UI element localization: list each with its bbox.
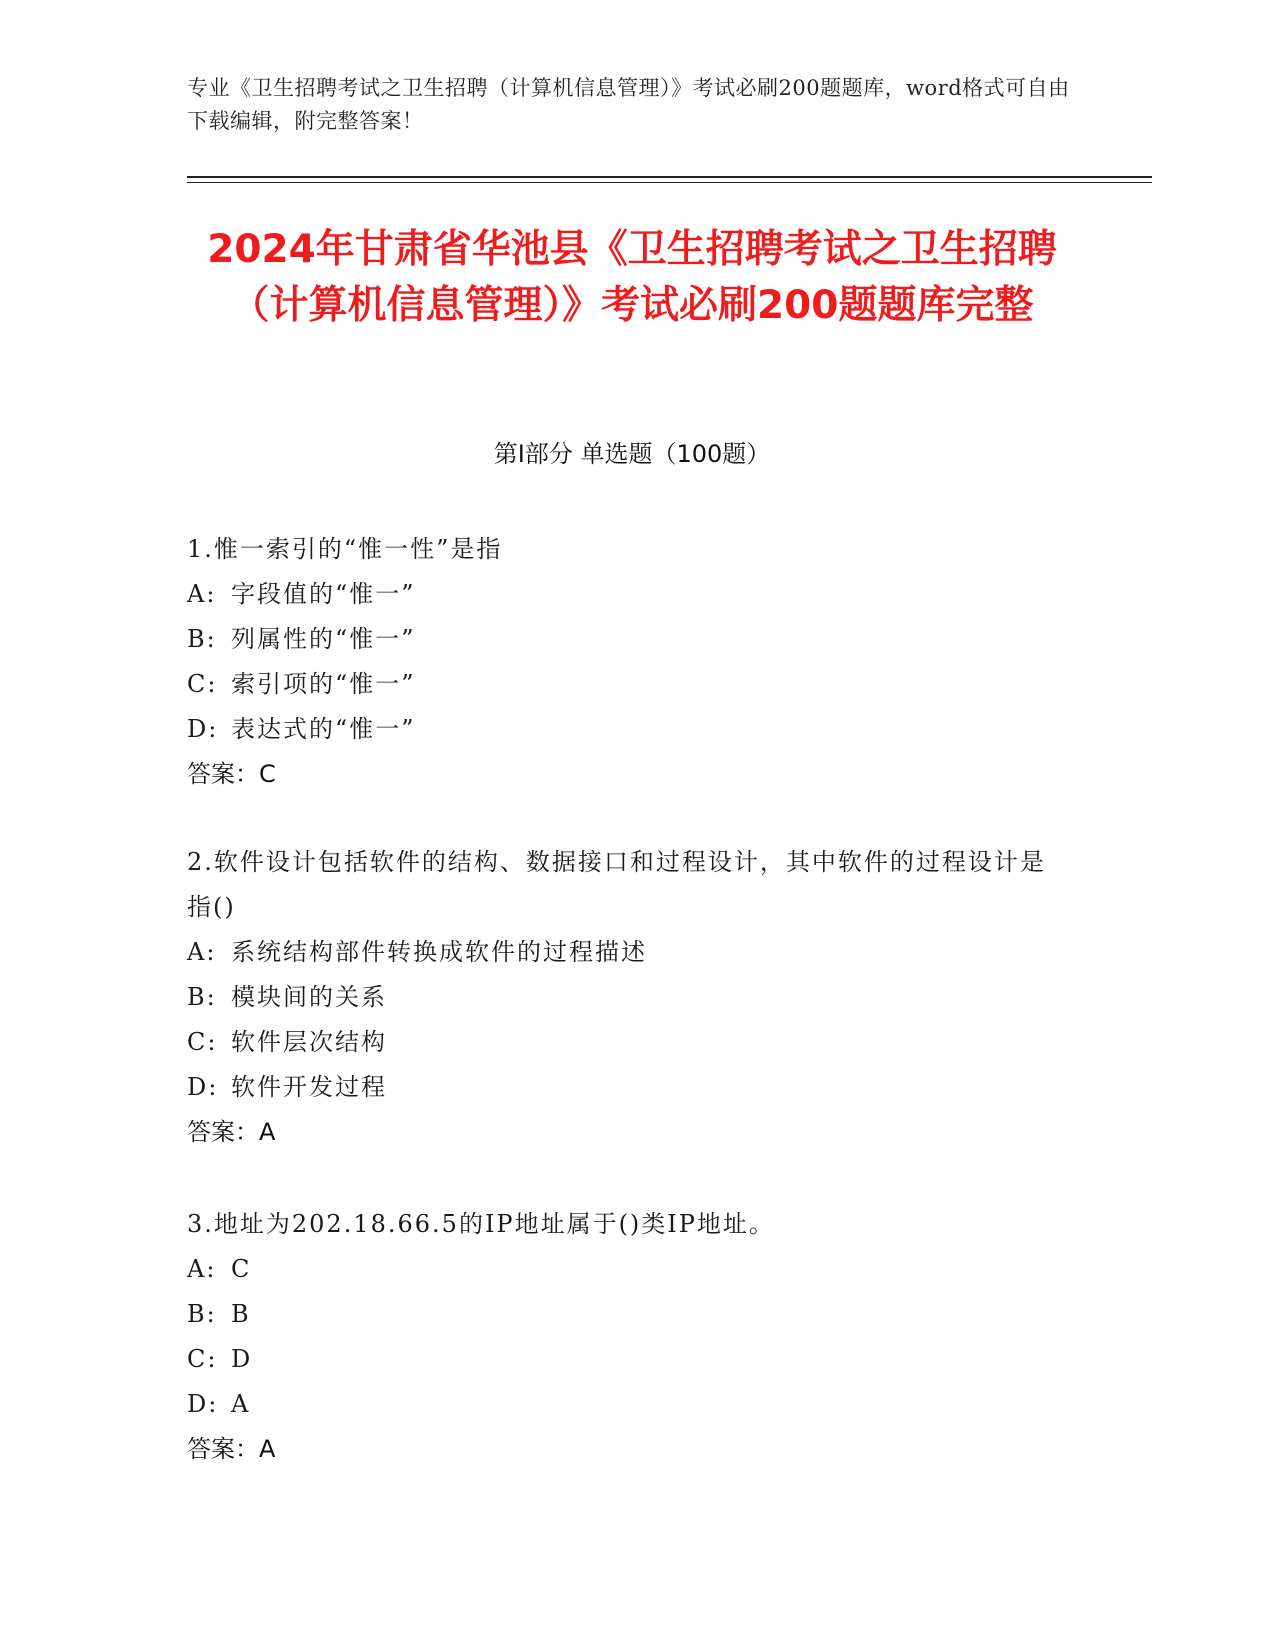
- option-d: [187, 1382, 1067, 1427]
- header-divider-thin: [187, 182, 1152, 183]
- question-stem: 2.软件设计包括软件的结构、数据接口和过程设计，其中软件的过程设计是指(): [187, 848, 1046, 921]
- option-text: A: [231, 1390, 251, 1418]
- question-stem: 1.惟一索引的“惟一性”是指: [187, 535, 503, 563]
- option-text: 表达式的“惟一”: [231, 715, 416, 743]
- option-b: [187, 617, 1067, 662]
- option-text: 字段值的“惟一”: [231, 580, 416, 608]
- option-c: [187, 662, 1067, 707]
- option-text: D: [231, 1345, 253, 1373]
- option-c: [187, 1020, 1067, 1065]
- option-key: D:: [187, 1390, 219, 1418]
- header-divider-thick: [187, 176, 1152, 178]
- question-block: [187, 1202, 1067, 1472]
- option-key: C:: [187, 670, 218, 698]
- option-text: 系统结构部件转换成软件的过程描述: [231, 938, 647, 966]
- option-key: A:: [187, 580, 217, 608]
- section-heading: 第Ⅰ部分 单选题（100题）: [493, 440, 771, 468]
- option-c: [187, 1337, 1067, 1382]
- option-a: [187, 1247, 1067, 1292]
- option-b: [187, 1292, 1067, 1337]
- option-key: C:: [187, 1345, 218, 1373]
- option-text: 列属性的“惟一”: [231, 625, 416, 653]
- option-key: B:: [187, 983, 217, 1011]
- option-a: [187, 930, 1067, 975]
- option-key: D:: [187, 715, 219, 743]
- option-text: 索引项的“惟一”: [231, 670, 416, 698]
- answer-line: 答案：A: [187, 1435, 276, 1463]
- option-text: C: [231, 1255, 252, 1283]
- answer-line: 答案：C: [187, 760, 276, 788]
- option-text: 软件层次结构: [231, 1028, 387, 1056]
- option-b: [187, 975, 1067, 1020]
- option-d: [187, 707, 1067, 752]
- header-note: 专业《卫生招聘考试之卫生招聘（计算机信息管理）》考试必刷200题题库，word格式可自由下载编辑，附完整答案！: [187, 76, 1070, 133]
- option-key: B:: [187, 1300, 217, 1328]
- option-key: C:: [187, 1028, 218, 1056]
- question-stem: 3.地址为202.18.66.5的IP地址属于()类IP地址。: [187, 1210, 775, 1238]
- question-block: [187, 840, 1067, 1155]
- option-text: 模块间的关系: [231, 983, 387, 1011]
- option-key: A:: [187, 1255, 217, 1283]
- option-key: A:: [187, 938, 217, 966]
- option-text: 软件开发过程: [231, 1073, 387, 1101]
- option-key: D:: [187, 1073, 219, 1101]
- answer-line: 答案：A: [187, 1118, 276, 1146]
- option-a: [187, 572, 1067, 617]
- document-title: 2024年甘肃省华池县《卫生招聘考试之卫生招聘（计算机信息管理）》考试必刷200题题库完整: [207, 227, 1057, 328]
- question-block: [187, 527, 1067, 797]
- option-text: B: [231, 1300, 251, 1328]
- option-key: B:: [187, 625, 217, 653]
- option-d: [187, 1065, 1067, 1110]
